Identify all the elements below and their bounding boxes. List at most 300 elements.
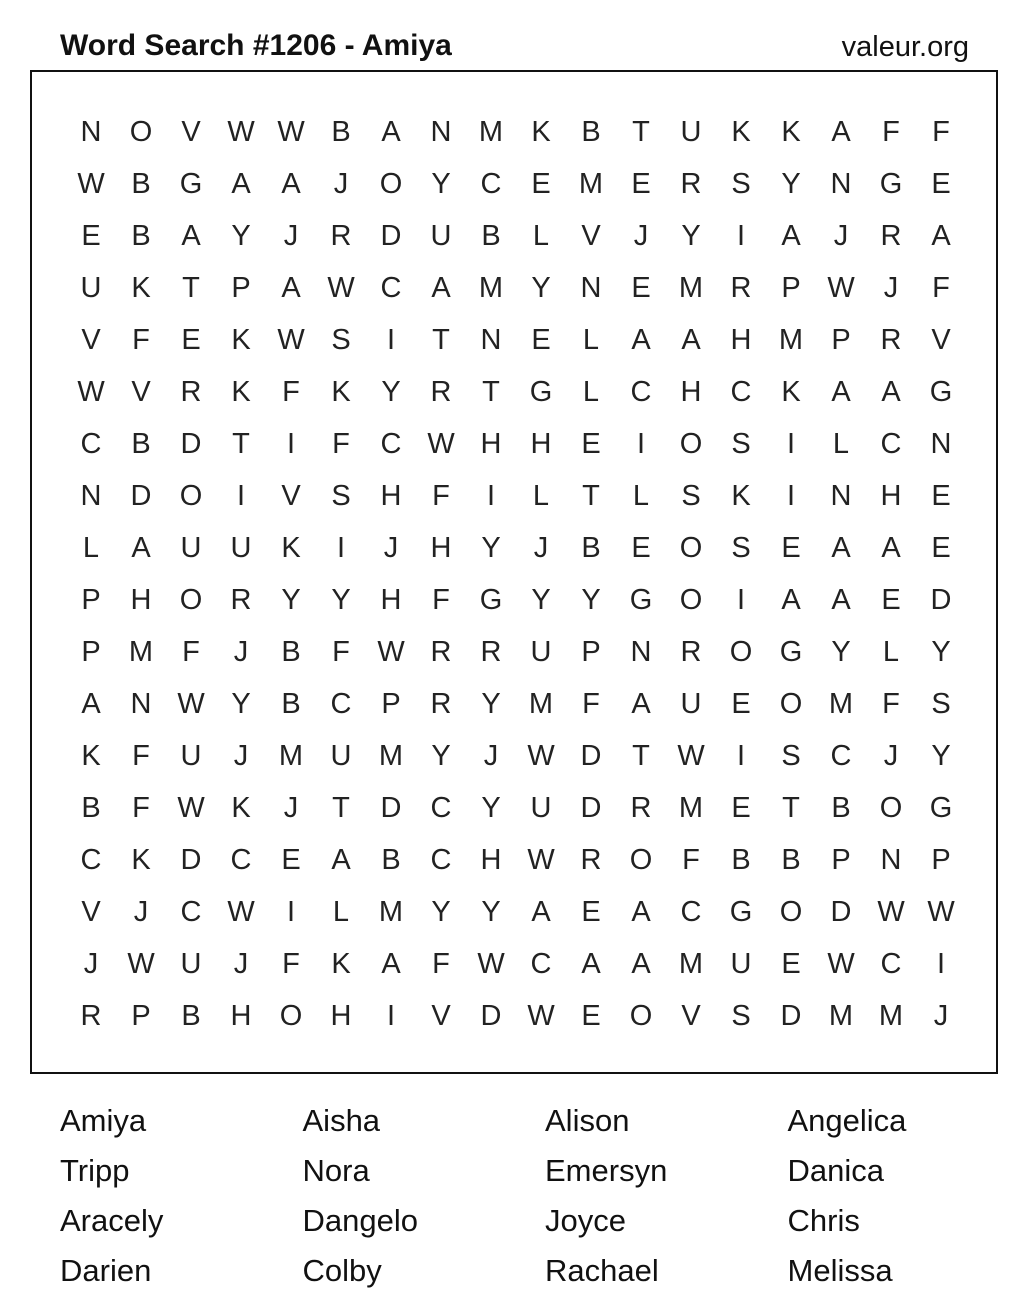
grid-letter: J bbox=[233, 635, 249, 668]
grid-letter: C bbox=[880, 427, 902, 460]
grid-letter: E bbox=[931, 167, 951, 200]
grid-letter: O bbox=[179, 479, 203, 512]
grid-letter: K bbox=[231, 791, 251, 824]
grid-letter: M bbox=[678, 791, 704, 824]
grid-letter: P bbox=[81, 583, 101, 616]
grid-letter: Y bbox=[581, 583, 601, 616]
grid-letter: M bbox=[278, 739, 304, 772]
grid-letter: I bbox=[236, 479, 246, 512]
grid-letter: O bbox=[279, 999, 303, 1032]
grid-letter: K bbox=[731, 115, 751, 148]
grid-letter: C bbox=[230, 843, 252, 876]
grid-letter: M bbox=[528, 687, 554, 720]
grid-letter: N bbox=[130, 687, 152, 720]
grid-letter: N bbox=[830, 167, 852, 200]
grid-letter: F bbox=[432, 479, 450, 512]
grid-letter: M bbox=[678, 947, 704, 980]
grid-letter: I bbox=[636, 427, 646, 460]
grid-letter: W bbox=[77, 375, 105, 408]
grid-letter: E bbox=[781, 531, 801, 564]
grid-letter: C bbox=[680, 895, 702, 928]
grid-letter: L bbox=[82, 531, 100, 564]
grid-letter: W bbox=[377, 635, 405, 668]
grid-letter: L bbox=[582, 375, 600, 408]
grid-letter: E bbox=[281, 843, 301, 876]
grid-letter: R bbox=[730, 271, 752, 304]
grid-letter: C bbox=[730, 375, 752, 408]
grid-letter: A bbox=[781, 583, 801, 616]
grid-letter: L bbox=[532, 219, 550, 252]
grid-letter: A bbox=[381, 115, 401, 148]
grid-letter: C bbox=[480, 167, 502, 200]
grid-letter: Y bbox=[331, 583, 351, 616]
grid-letter: B bbox=[481, 219, 501, 252]
grid-letter: T bbox=[482, 375, 500, 408]
grid-letter: F bbox=[432, 583, 450, 616]
grid-letter: C bbox=[630, 375, 652, 408]
grid-letter: A bbox=[81, 687, 101, 720]
grid-letter: U bbox=[430, 219, 452, 252]
grid-letter: R bbox=[630, 791, 652, 824]
grid-letter: H bbox=[380, 479, 402, 512]
grid-letter: E bbox=[631, 531, 651, 564]
grid-letter: D bbox=[780, 999, 802, 1032]
grid-letter: E bbox=[731, 791, 751, 824]
grid-letter: E bbox=[731, 687, 751, 720]
grid-letter: H bbox=[130, 583, 152, 616]
grid-letter: J bbox=[833, 219, 849, 252]
grid-letter: M bbox=[478, 271, 504, 304]
grid-letter: L bbox=[582, 323, 600, 356]
grid-letter: C bbox=[530, 947, 552, 980]
grid-letter: Y bbox=[781, 167, 801, 200]
grid-letter: B bbox=[381, 843, 401, 876]
grid-letter: M bbox=[578, 167, 604, 200]
grid-letter: K bbox=[781, 375, 801, 408]
grid-letter: S bbox=[731, 167, 751, 200]
grid-letter: F bbox=[182, 635, 200, 668]
grid-letter: F bbox=[882, 687, 900, 720]
grid-letter: P bbox=[381, 687, 401, 720]
grid-letter: S bbox=[731, 531, 751, 564]
site-name: valeur.org bbox=[841, 31, 969, 63]
grid-letter: W bbox=[327, 271, 355, 304]
grid-letter: V bbox=[931, 323, 951, 356]
word-list-item: Emersyn bbox=[545, 1153, 668, 1188]
grid-letter: P bbox=[931, 843, 951, 876]
grid-letter: T bbox=[182, 271, 200, 304]
grid-letter: R bbox=[680, 635, 702, 668]
grid-letter: Y bbox=[481, 791, 501, 824]
grid-letter: E bbox=[581, 895, 601, 928]
grid-letter: V bbox=[431, 999, 451, 1032]
word-list-item: Alison bbox=[545, 1103, 630, 1138]
grid-letter: F bbox=[282, 947, 300, 980]
grid-letter: C bbox=[430, 843, 452, 876]
grid-letter: W bbox=[227, 115, 255, 148]
grid-letter: W bbox=[527, 739, 555, 772]
grid-letter: W bbox=[277, 323, 305, 356]
grid-letter: A bbox=[881, 375, 901, 408]
grid-letter: G bbox=[479, 583, 503, 616]
puzzle-title: Word Search #1206 - Amiya bbox=[60, 29, 452, 62]
grid-letter: H bbox=[880, 479, 902, 512]
grid-letter: Y bbox=[231, 219, 251, 252]
grid-letter: H bbox=[430, 531, 452, 564]
grid-letter: W bbox=[927, 895, 955, 928]
grid-letter: F bbox=[282, 375, 300, 408]
grid-letter: I bbox=[386, 999, 396, 1032]
grid-letter: V bbox=[681, 999, 701, 1032]
grid-letter: L bbox=[532, 479, 550, 512]
grid-letter: C bbox=[180, 895, 202, 928]
grid-letter: L bbox=[632, 479, 650, 512]
grid-letter: N bbox=[830, 479, 852, 512]
grid-letter: A bbox=[181, 219, 201, 252]
grid-letter: B bbox=[131, 167, 151, 200]
grid-letter: B bbox=[581, 531, 601, 564]
grid-letter: E bbox=[781, 947, 801, 980]
grid-letter: O bbox=[679, 531, 703, 564]
grid-letter: J bbox=[533, 531, 549, 564]
grid-letter: F bbox=[132, 739, 150, 772]
grid-letter: M bbox=[678, 271, 704, 304]
grid-letter: A bbox=[631, 323, 651, 356]
grid-letter: C bbox=[380, 271, 402, 304]
grid-letter: K bbox=[331, 947, 351, 980]
grid-letter: P bbox=[581, 635, 601, 668]
grid-letter: A bbox=[331, 843, 351, 876]
word-list-item: Nora bbox=[302, 1153, 370, 1188]
grid-letter: E bbox=[581, 999, 601, 1032]
grid-letter: B bbox=[731, 843, 751, 876]
grid-letter: P bbox=[831, 323, 851, 356]
grid-letter: D bbox=[830, 895, 852, 928]
grid-letter: P bbox=[781, 271, 801, 304]
grid-letter: E bbox=[181, 323, 201, 356]
grid-letter: B bbox=[181, 999, 201, 1032]
grid-letter: O bbox=[379, 167, 403, 200]
grid-letter: A bbox=[931, 219, 951, 252]
grid-letter: S bbox=[731, 999, 751, 1032]
grid-letter: D bbox=[130, 479, 152, 512]
grid-letter: A bbox=[631, 687, 651, 720]
grid-letter: E bbox=[931, 479, 951, 512]
grid-letter: A bbox=[281, 271, 301, 304]
grid-letter: K bbox=[231, 375, 251, 408]
grid-letter: H bbox=[380, 583, 402, 616]
grid-letter: M bbox=[128, 635, 154, 668]
grid-letter: G bbox=[179, 167, 203, 200]
grid-letter: W bbox=[477, 947, 505, 980]
grid-letter: I bbox=[786, 479, 796, 512]
grid-letter: A bbox=[581, 947, 601, 980]
grid-letter: K bbox=[131, 271, 151, 304]
letter-grid bbox=[66, 106, 966, 1042]
grid-letter: S bbox=[781, 739, 801, 772]
grid-letter: A bbox=[831, 115, 851, 148]
grid-letter: U bbox=[80, 271, 102, 304]
grid-letter: I bbox=[786, 427, 796, 460]
grid-letter: S bbox=[731, 427, 751, 460]
grid-letter: W bbox=[427, 427, 455, 460]
grid-letter: G bbox=[879, 167, 903, 200]
grid-letter: L bbox=[882, 635, 900, 668]
grid-letter: C bbox=[880, 947, 902, 980]
grid-letter: Y bbox=[531, 583, 551, 616]
grid-letter: R bbox=[430, 687, 452, 720]
grid-letter: G bbox=[929, 791, 953, 824]
grid-letter: I bbox=[486, 479, 496, 512]
grid-letter: O bbox=[779, 687, 803, 720]
grid-letter: L bbox=[332, 895, 350, 928]
grid-letter: F bbox=[132, 323, 150, 356]
grid-letter: R bbox=[680, 167, 702, 200]
letter-grid-frame bbox=[30, 70, 998, 1074]
grid-letter: B bbox=[781, 843, 801, 876]
grid-letter: W bbox=[77, 167, 105, 200]
grid-letter: A bbox=[281, 167, 301, 200]
grid-letter: D bbox=[480, 999, 502, 1032]
grid-letter: S bbox=[331, 323, 351, 356]
grid-letter: U bbox=[680, 115, 702, 148]
grid-letter: J bbox=[633, 219, 649, 252]
grid-letter: K bbox=[281, 531, 301, 564]
grid-letter: H bbox=[730, 323, 752, 356]
grid-letter: A bbox=[631, 895, 651, 928]
grid-letter: Y bbox=[831, 635, 851, 668]
grid-letter: Y bbox=[431, 739, 451, 772]
word-list-item: Tripp bbox=[60, 1153, 130, 1188]
grid-letter: M bbox=[878, 999, 904, 1032]
grid-letter: A bbox=[531, 895, 551, 928]
grid-letter: N bbox=[580, 271, 602, 304]
grid-letter: U bbox=[330, 739, 352, 772]
grid-letter: R bbox=[430, 635, 452, 668]
grid-letter: A bbox=[231, 167, 251, 200]
word-list bbox=[60, 1098, 1030, 1298]
grid-letter: M bbox=[778, 323, 804, 356]
grid-letter: I bbox=[286, 427, 296, 460]
grid-letter: P bbox=[81, 635, 101, 668]
grid-letter: E bbox=[631, 271, 651, 304]
grid-letter: Y bbox=[431, 895, 451, 928]
grid-letter: J bbox=[333, 167, 349, 200]
word-list-item: Amiya bbox=[60, 1103, 147, 1138]
grid-letter: G bbox=[729, 895, 753, 928]
grid-letter: S bbox=[681, 479, 701, 512]
grid-letter: C bbox=[330, 687, 352, 720]
grid-letter: V bbox=[581, 219, 601, 252]
grid-letter: W bbox=[527, 999, 555, 1032]
grid-letter: I bbox=[386, 323, 396, 356]
grid-letter: K bbox=[331, 375, 351, 408]
grid-letter: O bbox=[729, 635, 753, 668]
grid-letter: I bbox=[286, 895, 296, 928]
grid-letter: A bbox=[781, 219, 801, 252]
grid-letter: I bbox=[736, 583, 746, 616]
grid-letter: D bbox=[930, 583, 952, 616]
grid-letter: D bbox=[380, 219, 402, 252]
grid-letter: R bbox=[180, 375, 202, 408]
grid-letter: Y bbox=[281, 583, 301, 616]
grid-letter: Y bbox=[231, 687, 251, 720]
grid-letter: A bbox=[831, 531, 851, 564]
grid-letter: B bbox=[331, 115, 351, 148]
grid-letter: A bbox=[381, 947, 401, 980]
grid-letter: Y bbox=[681, 219, 701, 252]
grid-letter: C bbox=[80, 427, 102, 460]
grid-letter: N bbox=[80, 479, 102, 512]
grid-letter: U bbox=[530, 791, 552, 824]
grid-letter: F bbox=[332, 427, 350, 460]
grid-letter: I bbox=[336, 531, 346, 564]
grid-letter: U bbox=[680, 687, 702, 720]
grid-letter: U bbox=[530, 635, 552, 668]
grid-letter: H bbox=[230, 999, 252, 1032]
grid-letter: E bbox=[81, 219, 101, 252]
grid-letter: R bbox=[480, 635, 502, 668]
grid-letter: N bbox=[930, 427, 952, 460]
grid-letter: J bbox=[933, 999, 949, 1032]
word-list-item: Chris bbox=[787, 1203, 860, 1238]
grid-letter: B bbox=[131, 427, 151, 460]
grid-letter: K bbox=[231, 323, 251, 356]
grid-letter: V bbox=[131, 375, 151, 408]
grid-letter: A bbox=[131, 531, 151, 564]
grid-letter: E bbox=[581, 427, 601, 460]
grid-letter: F bbox=[932, 271, 950, 304]
grid-letter: J bbox=[883, 271, 899, 304]
grid-letter: O bbox=[679, 583, 703, 616]
grid-letter: V bbox=[281, 479, 301, 512]
grid-letter: N bbox=[480, 323, 502, 356]
grid-letter: D bbox=[380, 791, 402, 824]
grid-letter: R bbox=[80, 999, 102, 1032]
grid-letter: P bbox=[231, 271, 251, 304]
word-list-item: Dangelo bbox=[302, 1203, 418, 1238]
grid-letter: C bbox=[830, 739, 852, 772]
grid-letter: J bbox=[233, 947, 249, 980]
grid-letter: O bbox=[879, 791, 903, 824]
word-list-item: Aracely bbox=[60, 1203, 164, 1238]
grid-letter: O bbox=[629, 999, 653, 1032]
grid-letter: K bbox=[131, 843, 151, 876]
grid-letter: E bbox=[531, 323, 551, 356]
grid-letter: N bbox=[630, 635, 652, 668]
grid-letter: I bbox=[736, 219, 746, 252]
grid-letter: O bbox=[129, 115, 153, 148]
grid-letter: W bbox=[877, 895, 905, 928]
grid-letter: D bbox=[580, 791, 602, 824]
grid-letter: B bbox=[281, 635, 301, 668]
grid-letter: Y bbox=[931, 635, 951, 668]
grid-letter: J bbox=[133, 895, 149, 928]
grid-letter: W bbox=[827, 271, 855, 304]
grid-letter: P bbox=[131, 999, 151, 1032]
grid-letter: A bbox=[631, 947, 651, 980]
grid-letter: W bbox=[177, 687, 205, 720]
grid-letter: U bbox=[230, 531, 252, 564]
grid-letter: W bbox=[527, 843, 555, 876]
grid-letter: F bbox=[932, 115, 950, 148]
grid-letter: A bbox=[431, 271, 451, 304]
grid-letter: T bbox=[332, 791, 350, 824]
grid-letter: M bbox=[378, 895, 404, 928]
grid-letter: H bbox=[480, 427, 502, 460]
grid-letter: A bbox=[681, 323, 701, 356]
grid-letter: E bbox=[931, 531, 951, 564]
grid-letter: J bbox=[233, 739, 249, 772]
grid-letter: F bbox=[432, 947, 450, 980]
grid-letter: T bbox=[232, 427, 250, 460]
grid-letter: T bbox=[432, 323, 450, 356]
grid-letter: F bbox=[682, 843, 700, 876]
grid-letter: A bbox=[881, 531, 901, 564]
grid-letter: J bbox=[883, 739, 899, 772]
grid-letter: K bbox=[731, 479, 751, 512]
grid-letter: V bbox=[81, 323, 101, 356]
grid-letter: G bbox=[929, 375, 953, 408]
grid-letter: T bbox=[582, 479, 600, 512]
grid-letter: D bbox=[180, 427, 202, 460]
grid-letter: R bbox=[880, 323, 902, 356]
grid-letter: U bbox=[180, 531, 202, 564]
grid-letter: D bbox=[580, 739, 602, 772]
grid-letter: V bbox=[81, 895, 101, 928]
grid-letter: J bbox=[383, 531, 399, 564]
grid-letter: C bbox=[380, 427, 402, 460]
grid-letter: Y bbox=[481, 531, 501, 564]
grid-letter: Y bbox=[481, 687, 501, 720]
grid-letter: W bbox=[277, 115, 305, 148]
grid-letter: S bbox=[331, 479, 351, 512]
grid-letter: B bbox=[281, 687, 301, 720]
grid-letter: H bbox=[680, 375, 702, 408]
grid-letter: E bbox=[531, 167, 551, 200]
grid-letter: N bbox=[430, 115, 452, 148]
grid-letter: K bbox=[531, 115, 551, 148]
grid-letter: Y bbox=[931, 739, 951, 772]
grid-letter: G bbox=[779, 635, 803, 668]
grid-letter: C bbox=[430, 791, 452, 824]
grid-letter: R bbox=[580, 843, 602, 876]
grid-letter: F bbox=[882, 115, 900, 148]
grid-letter: W bbox=[177, 791, 205, 824]
grid-letter: R bbox=[430, 375, 452, 408]
grid-letter: N bbox=[880, 843, 902, 876]
grid-letter: D bbox=[180, 843, 202, 876]
grid-letter: O bbox=[779, 895, 803, 928]
grid-letter: F bbox=[332, 635, 350, 668]
grid-letter: M bbox=[828, 999, 854, 1032]
grid-letter: A bbox=[831, 375, 851, 408]
grid-letter: K bbox=[81, 739, 101, 772]
word-list-item: Melissa bbox=[787, 1253, 893, 1288]
grid-letter: G bbox=[629, 583, 653, 616]
grid-letter: I bbox=[736, 739, 746, 772]
grid-letter: K bbox=[781, 115, 801, 148]
grid-letter: B bbox=[81, 791, 101, 824]
word-list-item: Colby bbox=[302, 1253, 382, 1288]
word-list-item: Angelica bbox=[787, 1103, 907, 1138]
grid-letter: A bbox=[831, 583, 851, 616]
word-list-item: Danica bbox=[787, 1153, 884, 1188]
grid-letter: O bbox=[679, 427, 703, 460]
grid-letter: P bbox=[831, 843, 851, 876]
grid-letter: G bbox=[529, 375, 553, 408]
grid-letter: E bbox=[881, 583, 901, 616]
